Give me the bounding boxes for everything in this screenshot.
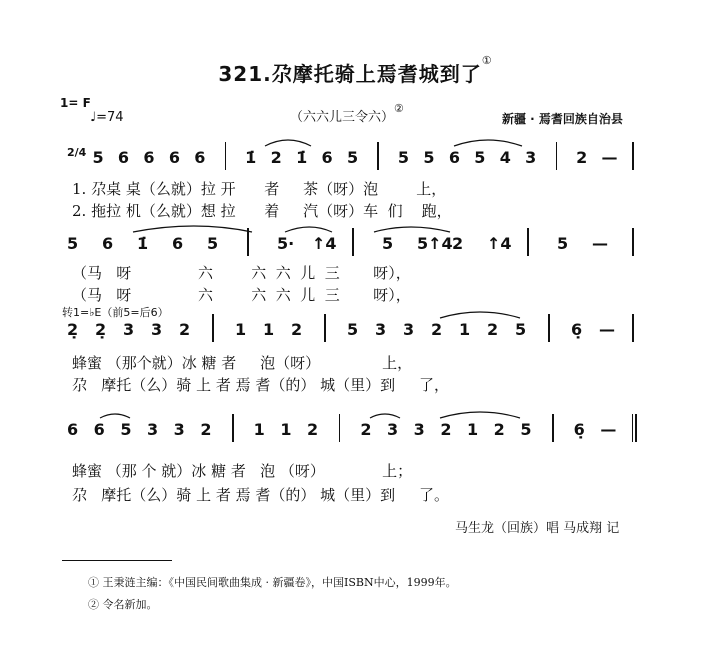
note: 5: [347, 148, 359, 167]
note: 2: [493, 420, 505, 439]
note: 2: [360, 420, 372, 439]
note: —: [592, 234, 608, 253]
note: 5: [347, 320, 359, 339]
credit: 马生龙（回族）唱 马成翔 记: [455, 521, 620, 536]
title-footnote-mark: ①: [481, 54, 493, 67]
note: 2: [440, 420, 452, 439]
note: 3: [387, 420, 399, 439]
footnote-2: ② 令名新加。: [88, 598, 158, 611]
key-signature: 1= F: [60, 96, 91, 110]
note: 6: [321, 148, 333, 167]
note: 6̣: [571, 320, 583, 339]
note: 2/4: [67, 146, 87, 159]
footnote-rule: [62, 560, 172, 561]
note: 2: [307, 420, 319, 439]
region-label: 新疆 · 焉耆回族自治县: [502, 112, 623, 126]
tempo-mark: ♩=74: [90, 110, 124, 125]
note: 6̣: [573, 420, 585, 439]
slur-8: [370, 414, 400, 418]
note: —: [600, 420, 617, 439]
note: 5: [423, 148, 435, 167]
modulation-mark: 转1=♭E（前5=后6）: [62, 306, 169, 319]
note: 3: [173, 420, 185, 439]
title-text: 321.尕摩托骑上焉耆城到了: [218, 62, 482, 86]
subtitle-footnote-mark: ②: [394, 102, 404, 115]
lyric-line: 蜂蜜 （那 个 就）冰 糖 者 泡 （呀） 上；: [72, 462, 413, 480]
lyric-line: 尕 摩托（么）骑 上 者 焉 耆（的） 城（里）到 了，: [72, 376, 449, 394]
note: 5·: [277, 234, 295, 253]
slur-9: [440, 412, 520, 418]
lyric-line: （马 呀 六 六 六 儿 三 呀），: [72, 264, 411, 282]
note: 6: [448, 148, 460, 167]
note: 3: [147, 420, 159, 439]
note: 6: [194, 148, 206, 167]
note: 4: [499, 148, 511, 167]
note: 5: [515, 320, 527, 339]
note: 5: [474, 148, 486, 167]
note: 2: [270, 148, 282, 167]
note: 5: [67, 234, 79, 253]
note: 1: [235, 320, 247, 339]
note: 3: [413, 420, 425, 439]
note: 1̇: [245, 148, 257, 167]
note: 1: [459, 320, 471, 339]
note: 3: [151, 320, 163, 339]
note: 6: [143, 148, 155, 167]
lyric-line: 蜂蜜 （那个就）冰 糖 者 泡（呀） 上，: [72, 354, 413, 372]
note: 2: [487, 320, 499, 339]
note: ↑4: [312, 234, 337, 253]
note: 1: [253, 420, 265, 439]
note: 2: [431, 320, 443, 339]
note: 1: [280, 420, 292, 439]
note: 6: [93, 420, 105, 439]
note: 6: [102, 234, 114, 253]
note: 3: [525, 148, 537, 167]
lyric-line: 尕 摩托（么）骑 上 者 焉 耆（的） 城（里）到 了。: [72, 486, 449, 504]
note: 3: [123, 320, 135, 339]
note: 2̣: [67, 320, 79, 339]
note: 5: [382, 234, 394, 253]
note: 5: [520, 420, 532, 439]
note: 2̣: [95, 320, 107, 339]
note: 6: [117, 148, 130, 167]
note: 2: [452, 234, 464, 253]
note: 1̇: [137, 234, 149, 253]
footnote-1: ① 王秉涟主编：《中国民间歌曲集成 · 新疆卷》，中国ISBN中心，1999年。: [88, 576, 457, 589]
slur-3: [133, 226, 252, 232]
note: —: [601, 148, 618, 167]
note: 6: [172, 234, 184, 253]
note: 5: [207, 234, 219, 253]
slur-2: [454, 140, 522, 146]
note: 5: [120, 420, 132, 439]
note: 5: [557, 234, 569, 253]
note: 2: [179, 320, 191, 339]
note: —: [599, 320, 615, 339]
slur-5: [374, 227, 450, 232]
note: 5: [397, 148, 410, 167]
slur-7: [100, 414, 130, 418]
note: 2: [291, 320, 303, 339]
note: 5↑4: [417, 234, 453, 253]
lyric-line: 1. 尕桌 桌（么就）拉 开 者 茶（呀）泡 上，: [72, 180, 447, 198]
lyric-line: （马 呀 六 六 六 儿 三 呀），: [72, 286, 411, 304]
note: 1̇: [296, 148, 308, 167]
note: 1: [467, 420, 479, 439]
slur-1: [265, 140, 311, 146]
slur-4: [285, 227, 332, 232]
subtitle-text: （六六儿三令六）: [290, 110, 395, 125]
lyric-line: 2. 拖拉 机（么就）想 拉 着 汽（呀）车 们 跑，: [72, 202, 452, 220]
note: 6: [168, 148, 180, 167]
note: 3: [403, 320, 415, 339]
note: 6: [67, 420, 79, 439]
slur-6: [440, 312, 520, 318]
note: 3: [375, 320, 387, 339]
note: 5: [92, 148, 104, 167]
note: 2: [576, 148, 588, 167]
note: 1: [263, 320, 275, 339]
note: 2: [200, 420, 212, 439]
note: ↑4: [487, 234, 512, 253]
